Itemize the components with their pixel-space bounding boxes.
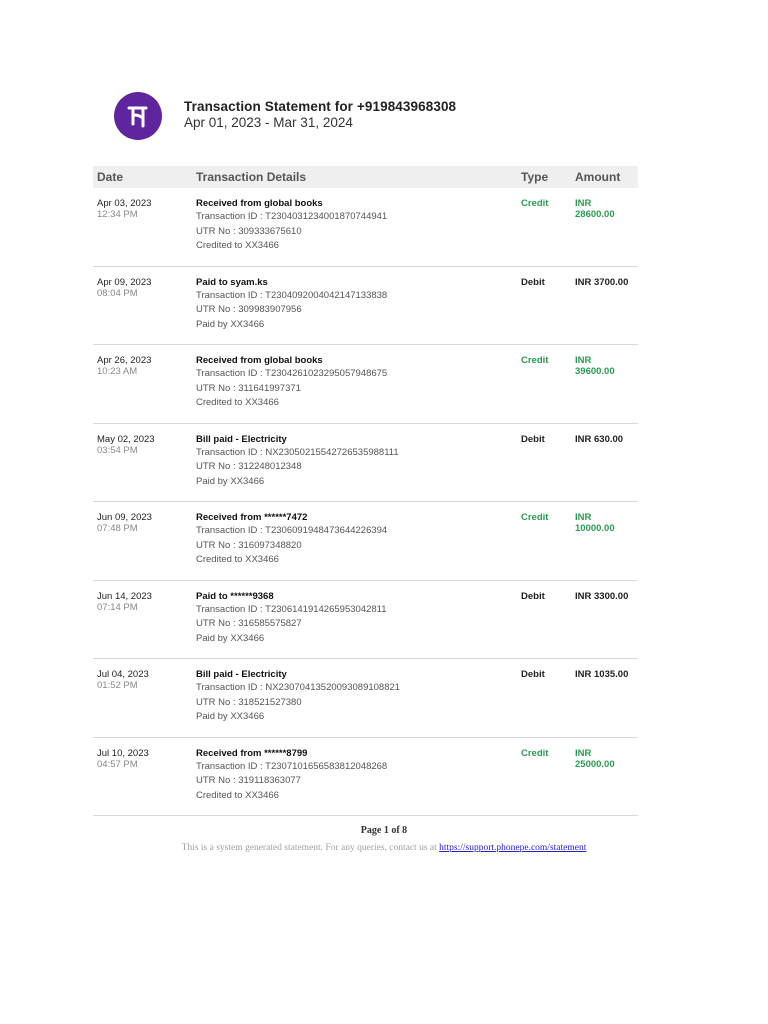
row-utr: UTR No : 316097348820 [196,539,302,551]
row-date-cell [93,748,196,816]
transactions-table [93,166,638,816]
row-currency: INR [575,669,592,680]
row-date: Jul 04, 2023 [97,669,149,680]
row-description: Received from ******7472 [196,512,308,523]
table-body [93,188,638,816]
row-utr: UTR No : 309333675610 [196,225,302,237]
row-type: Debit [521,276,545,288]
row-currency: INR [575,276,592,288]
row-amount-cell [575,198,638,266]
row-time: 01:52 PM [97,680,138,691]
table-row [93,424,638,503]
row-amount-cell [575,591,638,659]
row-currency: INR [575,433,592,445]
row-details-cell [196,748,521,816]
row-details-cell [196,355,521,423]
row-account: Credited to XX3466 [196,397,279,408]
row-description: Received from global books [196,198,323,209]
table-header [93,166,638,188]
phonepe-logo-icon [114,92,162,140]
statement-title: Transaction Statement for +919843968308 [184,99,457,114]
column-header-amount: Amount [575,170,621,184]
row-type: Credit [521,747,549,759]
row-date: Jun 09, 2023 [97,512,152,523]
row-date-cell [93,198,196,266]
row-transaction-id: Transaction ID : NX23070413520093089108821 [196,682,401,693]
row-currency: INR [575,512,592,523]
row-amount: 3700.00 [594,276,629,288]
row-details-cell [196,669,521,737]
row-date: Apr 03, 2023 [97,198,152,209]
statement-period: Apr 01, 2023 - Mar 31, 2024 [184,115,353,130]
row-description: Paid to syam.ks [196,276,268,288]
row-time: 07:48 PM [97,523,138,534]
row-account: Credited to XX3466 [196,789,279,801]
row-amount-cell [575,434,638,502]
row-utr: UTR No : 319118363077 [196,775,301,786]
row-date: Apr 26, 2023 [97,355,152,366]
row-amount-cell [575,748,638,816]
row-time: 04:57 PM [97,758,138,770]
row-date-cell [93,277,196,345]
row-description: Bill paid - Electricity [196,433,287,445]
row-amount: 28600.00 [575,209,615,220]
table-row [93,267,638,346]
row-currency: INR [575,198,592,209]
row-time: 07:14 PM [97,601,138,613]
row-account: Credited to XX3466 [196,240,279,251]
row-account: Credited to XX3466 [196,554,279,565]
table-row [93,188,638,267]
row-type: Debit [521,433,545,445]
row-account: Paid by XX3466 [196,711,265,722]
row-description: Paid to ******9368 [196,590,274,602]
row-utr: UTR No : 318521527380 [196,696,302,708]
row-utr: UTR No : 316585575827 [196,618,302,629]
row-type: Debit [521,669,545,680]
row-type: Debit [521,590,545,602]
row-type: Credit [521,198,549,209]
table-row [93,502,638,581]
row-date-cell [93,434,196,502]
row-amount-cell [575,277,638,345]
row-transaction-id: Transaction ID : T2304261023295057948675 [196,368,388,379]
row-details-cell [196,591,521,659]
row-transaction-id: Transaction ID : T2304031234001870744941 [196,211,388,222]
row-details-cell [196,277,521,345]
row-currency: INR [575,747,592,759]
row-utr: UTR No : 312248012348 [196,461,302,472]
row-amount: 630.00 [594,433,624,445]
row-transaction-id: Transaction ID : NX23050215542726535988111 [196,446,399,458]
row-time: 10:23 AM [97,366,138,377]
row-date-cell [93,591,196,659]
row-currency: INR [575,590,592,602]
row-details-cell [196,434,521,502]
row-amount: 25000.00 [575,758,615,770]
row-utr: UTR No : 311641997371 [196,382,301,394]
row-transaction-id: Transaction ID : T2307101656583812048268 [196,760,388,772]
page-number: Page 1 of 8 [360,825,408,836]
row-amount-cell [575,355,638,423]
table-row [93,581,638,660]
table-row [93,345,638,424]
row-time: 03:54 PM [97,444,138,456]
row-description: Received from global books [196,355,323,366]
row-type: Credit [521,512,549,523]
row-description: Bill paid - Electricity [196,669,287,680]
row-date-cell [93,669,196,737]
support-link[interactable]: https://support.phonepe.com/statement [439,843,587,853]
column-header-date: Date [97,170,124,184]
row-amount: 39600.00 [575,366,615,377]
row-transaction-id: Transaction ID : T2306141914265953042811 [196,603,387,615]
row-amount: 10000.00 [575,523,615,534]
row-transaction-id: Transaction ID : T2306091948473644226394 [196,525,388,536]
row-type: Credit [521,355,549,366]
table-row [93,738,638,817]
row-date: Jun 14, 2023 [97,590,152,602]
row-account: Paid by XX3466 [196,632,265,644]
row-amount: 3300.00 [594,590,629,602]
footer-note [0,843,768,853]
row-details-cell [196,512,521,580]
row-description: Received from ******8799 [196,747,308,759]
row-utr: UTR No : 309983907956 [196,304,302,315]
row-time: 08:04 PM [97,287,138,299]
row-amount: 1035.00 [594,669,629,680]
row-account: Paid by XX3466 [196,475,265,487]
row-amount-cell [575,512,638,580]
footer-note-text: This is a system generated statement. For any queries, contact us at [181,843,437,853]
column-header-type: Type [521,170,549,184]
table-row [93,659,638,738]
row-amount-cell [575,669,638,737]
row-currency: INR [575,355,592,366]
column-header-details: Transaction Details [196,170,307,184]
row-time: 12:34 PM [97,209,138,220]
row-details-cell [196,198,521,266]
row-date-cell [93,512,196,580]
row-date-cell [93,355,196,423]
row-date: Apr 09, 2023 [97,276,152,288]
row-date: Jul 10, 2023 [97,747,149,759]
row-transaction-id: Transaction ID : T2304092004042147133838 [196,289,388,301]
row-date: May 02, 2023 [97,433,155,445]
row-account: Paid by XX3466 [196,318,265,330]
